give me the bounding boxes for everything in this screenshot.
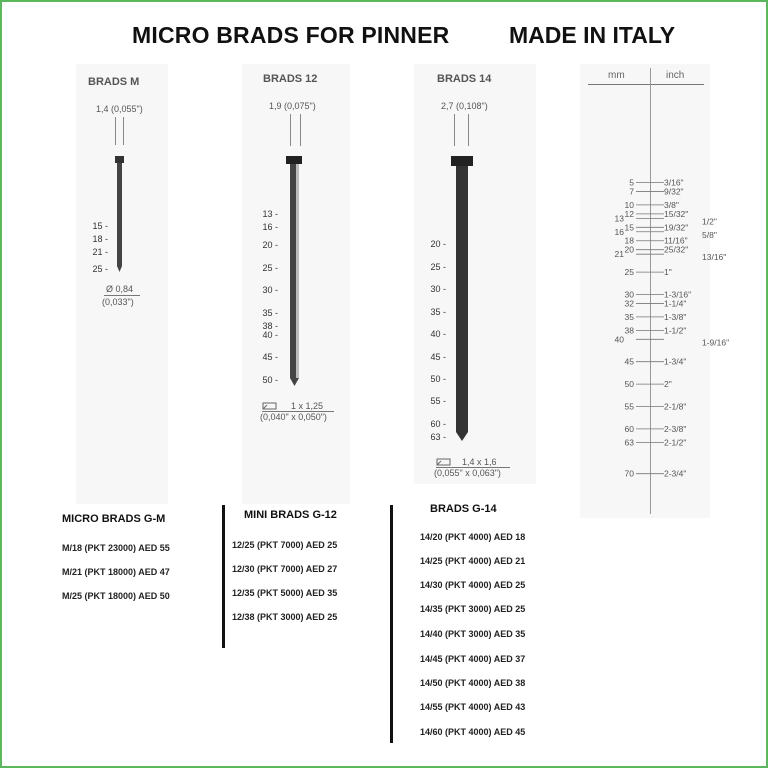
scale-inch-label: 1-3/16" (664, 289, 692, 300)
brads-m-heading: BRADS M (88, 76, 140, 88)
scale-inch-label: 9/32" (664, 186, 684, 197)
scale-inch-label: 11/16" (664, 235, 688, 246)
brads-m-spec-rule (104, 295, 140, 296)
price-list-title-g14: BRADS G-14 (430, 503, 497, 515)
brads-14-guide-right (468, 114, 469, 146)
brads-14-tick: 25 - (430, 262, 446, 272)
brads-m-brad-drawing (110, 156, 130, 272)
brads-12-tick: 45 - (262, 352, 278, 362)
price-item-g14: 14/45 (PKT 4000) AED 37 (420, 654, 526, 664)
brads-m-tick: 15 - (92, 221, 108, 231)
brads-m-diameter-inch: (0,033") (102, 297, 134, 307)
column-divider-right (390, 505, 393, 743)
brads-12-section: 1 x 1,25 (291, 401, 324, 411)
brads-12-tick: 40 - (262, 330, 278, 340)
brads-m-tick: 25 - (92, 264, 108, 274)
brads-12-tick: 30 - (262, 285, 278, 295)
scale-inch-label: 2-3/4" (664, 468, 687, 479)
brads-12-guide-left (290, 114, 291, 146)
brads-14-tick: 63 - (430, 432, 446, 442)
scale-inch-label: 2-1/8" (664, 401, 687, 412)
brads-14-head-dim: 2,7 (0,108") (441, 101, 488, 111)
scale-mm-label: 15 (624, 222, 634, 233)
made-in-italy-label: MADE IN ITALY (509, 22, 676, 48)
brads-m-guide-right (123, 117, 124, 145)
brads-12-heading: BRADS 12 (263, 73, 318, 85)
price-item-micro: M/21 (PKT 18000) AED 47 (62, 567, 170, 577)
column-divider-left (222, 505, 225, 648)
scale-mm-label: 40 (614, 334, 624, 345)
scale-inch-label: 2" (664, 379, 672, 390)
brads-12-brad-drawing (284, 156, 306, 386)
scale-inch-label: 15/32" (664, 208, 689, 219)
scale-inch-label: 2-1/2" (664, 437, 687, 448)
page-title: MICRO BRADS FOR PINNER (132, 22, 450, 48)
scale-mm-label: 45 (624, 356, 634, 367)
brads-14-tick: 35 - (430, 307, 446, 317)
price-item-g14: 14/20 (PKT 4000) AED 18 (420, 532, 526, 542)
price-item-g14: 14/30 (PKT 4000) AED 25 (420, 580, 526, 590)
scale-inch-label: 2-3/8" (664, 423, 687, 434)
scale-inch-label: 1" (664, 267, 672, 278)
scale-mm-label: 13 (614, 213, 624, 224)
scale-mm-label: 60 (624, 423, 634, 434)
brads-12-guide-right (300, 114, 301, 146)
brads-12-section-inch: (0,040" x 0,050") (260, 412, 327, 422)
brads-m-tick: 21 - (92, 247, 108, 257)
scale-mm-label: 38 (624, 325, 634, 336)
price-item-mini: 12/30 (PKT 7000) AED 27 (232, 564, 338, 574)
price-item-g14: 14/50 (PKT 4000) AED 38 (420, 678, 526, 688)
scale-mm-label: 30 (624, 289, 634, 300)
scale-mm-label: 20 (624, 244, 634, 255)
scale-mm-label: 35 (624, 311, 634, 322)
scale-mm-label: 16 (614, 226, 624, 237)
price-item-g14: 14/40 (PKT 3000) AED 35 (420, 629, 526, 639)
brads-12-tick: 38 - (262, 321, 278, 331)
scale-mm-label: 21 (614, 249, 624, 260)
brads-14-section-icon (436, 457, 452, 466)
brads-14-section-inch: (0,055" x 0,063") (434, 468, 501, 478)
scale-mm-label: 63 (624, 437, 634, 448)
price-item-mini: 12/25 (PKT 7000) AED 25 (232, 540, 338, 550)
scale-mm-label: 32 (624, 298, 634, 309)
scale-inch-label: 25/32" (664, 244, 689, 255)
scale-mm-label: 7 (629, 186, 634, 197)
brads-12-tick: 20 - (262, 240, 278, 250)
price-list-title-mini: MINI BRADS G-12 (244, 509, 337, 521)
scale-inch-label: 1/2" (702, 216, 717, 227)
scale-mm-label: 10 (624, 199, 634, 210)
brads-12-tick: 35 - (262, 308, 278, 318)
price-item-mini: 12/38 (PKT 3000) AED 25 (232, 612, 338, 622)
brads-12-section-icon (262, 401, 278, 410)
price-list-title-micro: MICRO BRADS G-M (62, 513, 166, 525)
scale-inch-label: 1-3/8" (664, 311, 687, 322)
price-item-g14: 14/60 (PKT 4000) AED 45 (420, 727, 526, 737)
scale-inch-label: 1-3/4" (664, 356, 687, 367)
scale-inch-label: 3/16" (664, 177, 684, 188)
brads-12-tick: 50 - (262, 375, 278, 385)
price-item-micro: M/18 (PKT 23000) AED 55 (62, 543, 170, 553)
scale-inch-label: 5/8" (702, 229, 717, 240)
brads-14-section: 1,4 x 1,6 (462, 457, 497, 467)
brads-14-tick: 30 - (430, 284, 446, 294)
brads-14-tick: 50 - (430, 374, 446, 384)
brads-m-tick: 18 - (92, 234, 108, 244)
brads-14-tick: 20 - (430, 239, 446, 249)
price-item-mini: 12/35 (PKT 5000) AED 35 (232, 588, 338, 598)
brads-m-head-dim: 1,4 (0,055") (96, 104, 143, 114)
scale-inch-label: 1-1/2" (664, 325, 687, 336)
scale-inch-label: 13/16" (702, 252, 727, 263)
price-item-g14: 14/55 (PKT 4000) AED 43 (420, 702, 526, 712)
brads-14-heading: BRADS 14 (437, 73, 492, 85)
price-item-g14: 14/35 (PKT 3000) AED 25 (420, 604, 526, 614)
scale-inch-label: 1-1/4" (664, 298, 687, 309)
scale-mm-header: mm (608, 70, 625, 81)
brads-14-brad-drawing (450, 156, 476, 441)
brads-14-tick: 40 - (430, 329, 446, 339)
scale-mm-label: 5 (629, 177, 634, 188)
scale-markings (580, 64, 730, 518)
conversion-scale (580, 64, 730, 518)
price-item-micro: M/25 (PKT 18000) AED 50 (62, 591, 170, 601)
brads-m-guide-left (115, 117, 116, 145)
brads-12-head-dim: 1,9 (0,075") (269, 101, 316, 111)
scale-inch-label: 19/32" (664, 222, 689, 233)
scale-mm-label: 50 (624, 379, 634, 390)
brads-14-tick: 55 - (430, 396, 446, 406)
brads-14-tick: 60 - (430, 419, 446, 429)
scale-inch-label: 3/8" (664, 199, 679, 210)
scale-inch-label: 1-9/16" (702, 337, 730, 348)
brads-14-guide-left (454, 114, 455, 146)
brads-14-tick: 45 - (430, 352, 446, 362)
scale-mm-label: 25 (624, 267, 634, 278)
scale-mm-label: 70 (624, 468, 634, 479)
brads-m-diameter: Ø 0,84 (106, 284, 134, 294)
price-item-g14: 14/25 (PKT 4000) AED 21 (420, 556, 526, 566)
scale-mm-label: 18 (624, 235, 634, 246)
brads-12-tick: 16 - (262, 222, 278, 232)
scale-mm-label: 12 (624, 208, 634, 219)
scale-mm-label: 55 (624, 401, 634, 412)
brads-12-tick: 13 - (262, 209, 278, 219)
scale-inch-header: inch (666, 70, 685, 81)
brads-12-tick: 25 - (262, 263, 278, 273)
